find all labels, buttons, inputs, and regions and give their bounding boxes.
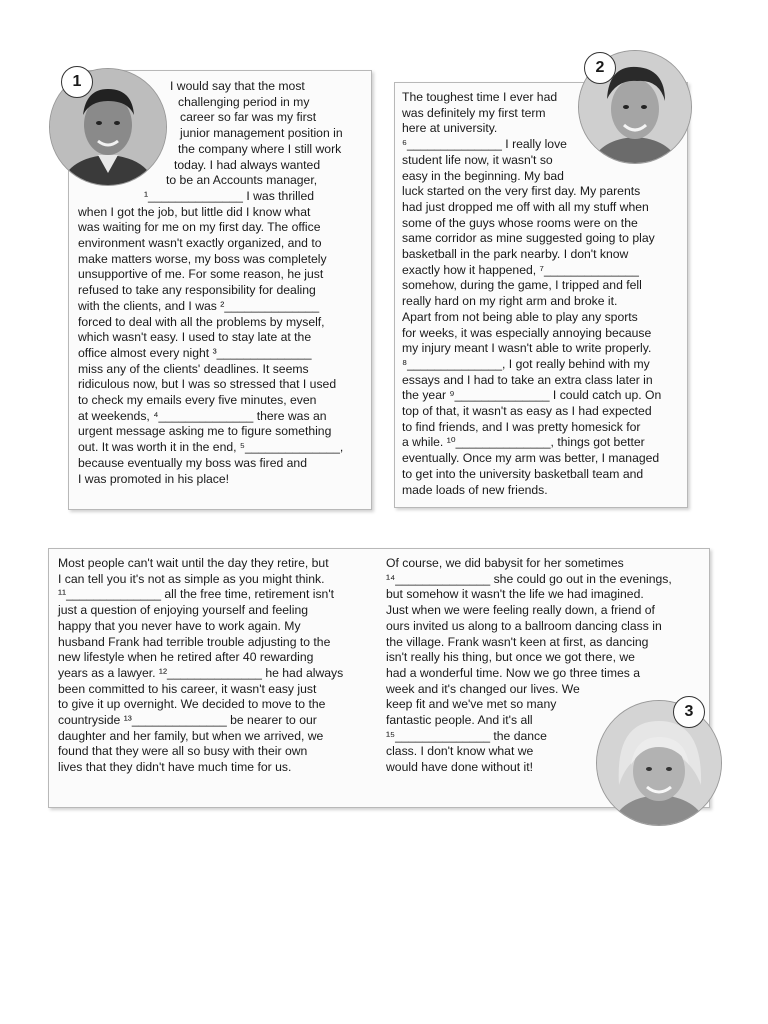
text-3-left-column [58,556,343,776]
text-line: was definitely my first term [402,105,546,120]
text-line: happy that you never have to work again. My [58,618,301,633]
text-line: eventually. Once my arm was better, I managed [402,451,660,466]
text-line: to check my emails every five minutes, even [78,393,317,408]
text-line: lives that they didn't have much time for us. [58,760,292,775]
text-line: top of that, it wasn't as easy as I had expected [402,404,652,419]
text-line: refused to take any responsibility for dealing [78,283,316,298]
text-line: forced to deal with all the problems by myself, [78,314,325,329]
text-line: make matters worse, my boss was completely [78,251,327,266]
text-line: but somehow it wasn't the life we had imagined. [386,587,644,602]
badge-1: 1 [61,66,93,98]
text-line: ⁸______________, I got really behind with my [402,356,650,371]
text-line: when I got the job, but little did I know what [78,204,311,219]
text-line: some of the guys whose rooms were on the [402,215,638,230]
text-line: countryside ¹³______________ be nearer to our [58,713,317,728]
text-line: fantastic people. And it's all [386,713,533,728]
text-line: same corridor as mine suggested going to play [402,231,655,246]
text-line: miss any of the clients' deadlines. It seems [78,361,309,376]
text-line: ¹⁵______________ the dance [386,728,547,743]
text-line: ours invited us along to a ballroom dancing class in [386,618,662,633]
text-line: basketball in the park nearby. I don't know [402,247,629,262]
text-line: ¹⁴______________ she could go out in the evenings, [386,571,672,586]
text-line: here at university. [402,121,498,136]
badge-2: 2 [584,52,616,84]
text-line: a while. ¹⁰______________, things got better [402,435,645,450]
text-line: because eventually my boss was fired and [78,455,307,470]
text-line: The toughest time I ever had [402,90,558,104]
text-line: keep fit and we've met so many [386,697,557,712]
text-line: luck started on the very first day. My parents [402,184,641,199]
text-line: made loads of new friends. [402,482,548,497]
text-line: to get into the university basketball team and [402,466,644,481]
text-line: been committed to his career, it wasn't easy just [58,681,317,696]
text-2-body [402,90,661,498]
text-line: environment wasn't exactly organized, and to [78,236,322,251]
text-line: today. I had always wanted [174,157,321,172]
text-line: essays and I had to take an extra class later in [402,372,653,387]
text-line: was waiting for me on my first day. The office [78,220,321,235]
text-line: challenging period in my [178,94,310,109]
text-line: years as a lawyer. ¹²______________ he had always [58,665,344,680]
text-line: unsupportive of me. For some reason, he just [78,267,324,282]
text-line: really hard on my right arm and broke it. [402,294,618,309]
text-line: daughter and her family, but when we arrived, we [58,728,324,743]
text-line: to find friends, and I was pretty homesick for [402,419,641,434]
text-line: student life now, it wasn't so [402,152,553,167]
text-line: husband Frank had terrible trouble adjusting to the [58,634,331,649]
text-line: had a wonderful time. Now we go three times a [386,665,641,680]
text-line: urgent message asking me to figure something [78,424,332,439]
text-line: easy in the beginning. My bad [402,168,564,183]
text-line: the year ⁹______________ I could catch up. On [402,388,662,403]
text-line: out. It was worth it in the end, ⁵______________, [78,440,344,455]
text-line: junior management position in [180,126,343,141]
text-line: I was promoted in his place! [78,471,230,486]
text-line: with the clients, and I was ²______________ [78,298,320,313]
text-1-body [78,79,343,487]
text-line: class. I don't know what we [386,744,534,759]
text-line: I would say that the most [170,79,305,93]
text-line: somehow, during the game, I tripped and fell [402,278,642,293]
text-line: Apart from not being able to play any sports [402,309,638,324]
text-line: new lifestyle when he retired after 40 rewarding [58,650,314,665]
text-line: career so far was my first [180,110,317,125]
text-line: I can tell you it's not as simple as you might think. [58,571,325,586]
text-line: Just when we were feeling really down, a friend of [386,603,655,618]
text-line: had just dropped me off with all my stuff when [402,199,649,214]
text-line: ridiculous now, but I was so stressed that I used [78,377,337,392]
text-line: office almost every night ³______________ [78,345,312,360]
text-line: week and it's changed our lives. We [386,681,580,696]
text-line: found that they were all so busy with their own [58,744,308,759]
text-line: which wasn't easy. I used to stay late at the [78,330,312,345]
text-line: the company where I still work [178,141,342,156]
text-line: to give it up overnight. We decided to move to the [58,697,326,712]
text-3-right-column [386,556,672,776]
text-line: at weekends, ⁴______________ there was an [78,408,327,423]
text-line: Of course, we did babysit for her sometimes [386,556,624,570]
text-line: for weeks, it was especially annoying because [402,325,652,340]
text-line: ¹¹______________ all the free time, retirement isn't [58,587,335,602]
badge-3: 3 [673,696,705,728]
text-line: ¹______________ I was thrilled [144,188,315,203]
text-line: would have done without it! [386,760,534,775]
text-line: just a question of enjoying yourself and feeling [58,603,309,618]
text-line: exactly how it happened, ⁷______________ [402,262,639,277]
text-line: ⁶______________ I really love [402,137,567,152]
text-line: to be an Accounts manager, [166,173,318,188]
text-line: my injury meant I wasn't able to write properly. [402,341,652,356]
text-line: the village. Frank wasn't keen at first, as dancing [386,634,649,649]
text-line: Most people can't wait until the day they retire, but [58,556,329,570]
text-line: isn't really his thing, but once we got there, we [386,650,635,665]
